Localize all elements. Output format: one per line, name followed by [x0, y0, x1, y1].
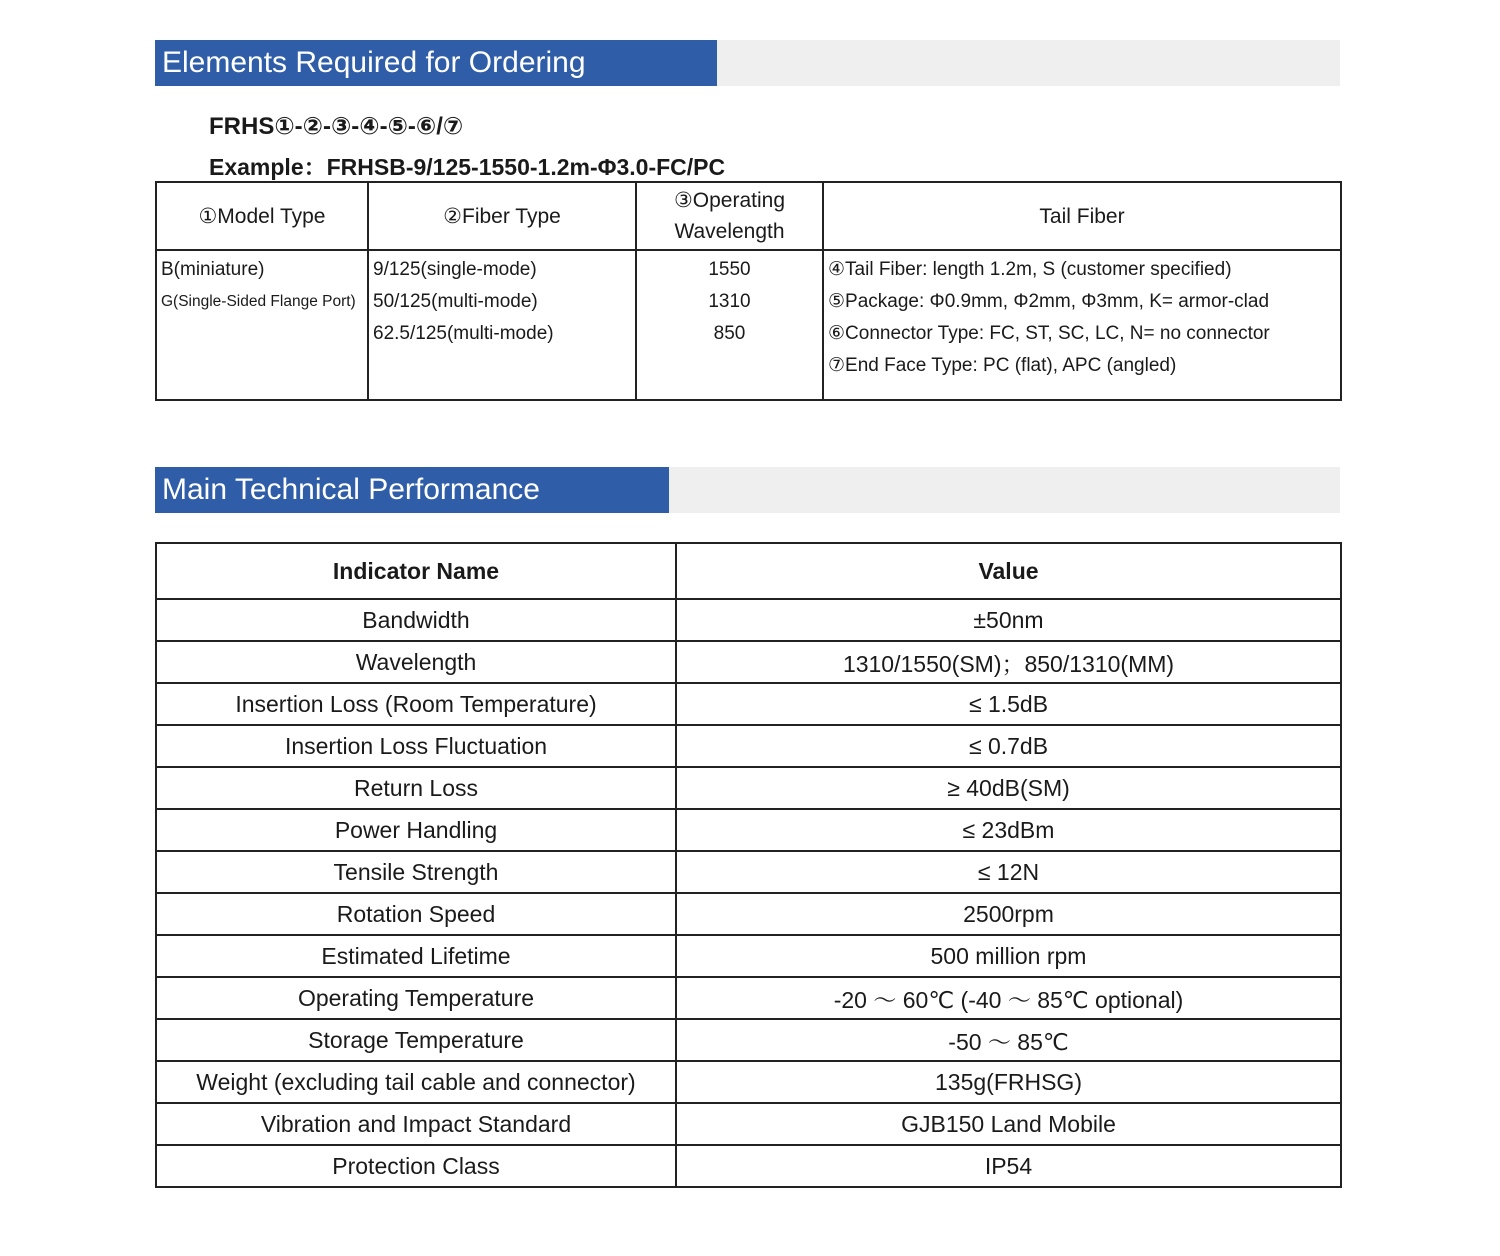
wavelength-option: 1310 [708, 291, 751, 312]
table-row [156, 977, 1341, 1019]
indicator-name-cell: Power Handling [156, 809, 676, 851]
header-operating-wavelength [636, 182, 823, 250]
ordering-section-header [155, 40, 1340, 86]
table-row [156, 725, 1341, 767]
model-type-option: B(miniature) [161, 259, 265, 280]
table-row [156, 1103, 1341, 1145]
model-type-option: G(Single-Sided Flange Port) [161, 293, 356, 310]
indicator-name-cell: Storage Temperature [156, 1019, 676, 1061]
header-indicator-name: Indicator Name [156, 543, 676, 599]
indicator-name-cell: Operating Temperature [156, 977, 676, 1019]
header-model-type: ①Model Type [156, 182, 368, 250]
table-row [156, 641, 1341, 683]
ordering-table [155, 181, 1342, 401]
indicator-name-cell: Wavelength [156, 641, 676, 683]
indicator-value-cell: ≤ 23dBm [676, 809, 1341, 851]
table-row [156, 767, 1341, 809]
indicator-name-cell: Vibration and Impact Standard [156, 1103, 676, 1145]
indicator-value-cell: 500 million rpm [676, 935, 1341, 977]
tail-fiber-option: ④Tail Fiber: length 1.2m, S (customer specified) [828, 259, 1232, 280]
indicator-value-cell: ±50nm [676, 599, 1341, 641]
indicator-value-cell: ≤ 12N [676, 851, 1341, 893]
indicator-name-cell: Return Loss [156, 767, 676, 809]
performance-section-header [155, 467, 1340, 513]
indicator-value-cell: ≤ 0.7dB [676, 725, 1341, 767]
order-code-format: FRHS①-②-③-④-⑤-⑥/⑦ [209, 113, 464, 140]
fiber-type-option: 62.5/125(multi-mode) [373, 323, 554, 344]
table-row [156, 683, 1341, 725]
wavelength-option: 850 [713, 323, 746, 344]
ordering-header-row [156, 182, 1341, 250]
indicator-name-cell: Weight (excluding tail cable and connector) [156, 1061, 676, 1103]
table-row [156, 1019, 1341, 1061]
header-fiber-type: ②Fiber Type [368, 182, 636, 250]
indicator-name-cell: Bandwidth [156, 599, 676, 641]
indicator-value-cell: ≥ 40dB(SM) [676, 767, 1341, 809]
performance-header-row [156, 543, 1341, 599]
performance-table [155, 542, 1342, 1188]
fiber-type-cell [368, 250, 636, 400]
indicator-name-cell: Insertion Loss (Room Temperature) [156, 683, 676, 725]
table-row [156, 809, 1341, 851]
indicator-value-cell: 135g(FRHSG) [676, 1061, 1341, 1103]
performance-table-body [156, 599, 1341, 1187]
performance-section-title: Main Technical Performance [155, 467, 669, 513]
indicator-value-cell: 1310/1550(SM)；850/1310(MM) [676, 641, 1341, 683]
wavelength-option: 1550 [708, 259, 751, 280]
ordering-options-row [156, 250, 1341, 400]
ordering-section-title: Elements Required for Ordering [155, 40, 717, 86]
fiber-type-option: 9/125(single-mode) [373, 259, 537, 280]
table-row [156, 599, 1341, 641]
table-row [156, 1061, 1341, 1103]
indicator-name-cell: Protection Class [156, 1145, 676, 1187]
indicator-value-cell: IP54 [676, 1145, 1341, 1187]
table-row [156, 1145, 1341, 1187]
header-wavelength-line: Wavelength [674, 220, 785, 243]
indicator-name-cell: Tensile Strength [156, 851, 676, 893]
header-value: Value [676, 543, 1341, 599]
tail-fiber-option: ⑤Package: Φ0.9mm, Φ2mm, Φ3mm, K= armor-clad [828, 291, 1270, 312]
indicator-value-cell: 2500rpm [676, 893, 1341, 935]
order-code-example: Example：FRHSB-9/125-1550-1.2m-Φ3.0-FC/PC [209, 154, 726, 180]
table-row [156, 893, 1341, 935]
fiber-type-option: 50/125(multi-mode) [373, 291, 538, 312]
tail-fiber-cell [823, 250, 1341, 400]
model-type-cell [156, 250, 368, 400]
header-tail-fiber: Tail Fiber [823, 182, 1341, 250]
indicator-value-cell: -50 ～ 85℃ [676, 1019, 1341, 1061]
wavelength-cell [636, 250, 823, 400]
indicator-name-cell: Estimated Lifetime [156, 935, 676, 977]
indicator-name-cell: Rotation Speed [156, 893, 676, 935]
table-row [156, 851, 1341, 893]
tail-fiber-option: ⑥Connector Type: FC, ST, SC, LC, N= no connector [828, 323, 1270, 344]
tail-fiber-option: ⑦End Face Type: PC (flat), APC (angled) [828, 355, 1177, 376]
header-operating-line: ③Operating [673, 189, 786, 212]
indicator-name-cell: Insertion Loss Fluctuation [156, 725, 676, 767]
indicator-value-cell: -20 ～ 60℃ (-40 ～ 85℃ optional) [676, 977, 1341, 1019]
table-row [156, 935, 1341, 977]
indicator-value-cell: ≤ 1.5dB [676, 683, 1341, 725]
indicator-value-cell: GJB150 Land Mobile [676, 1103, 1341, 1145]
